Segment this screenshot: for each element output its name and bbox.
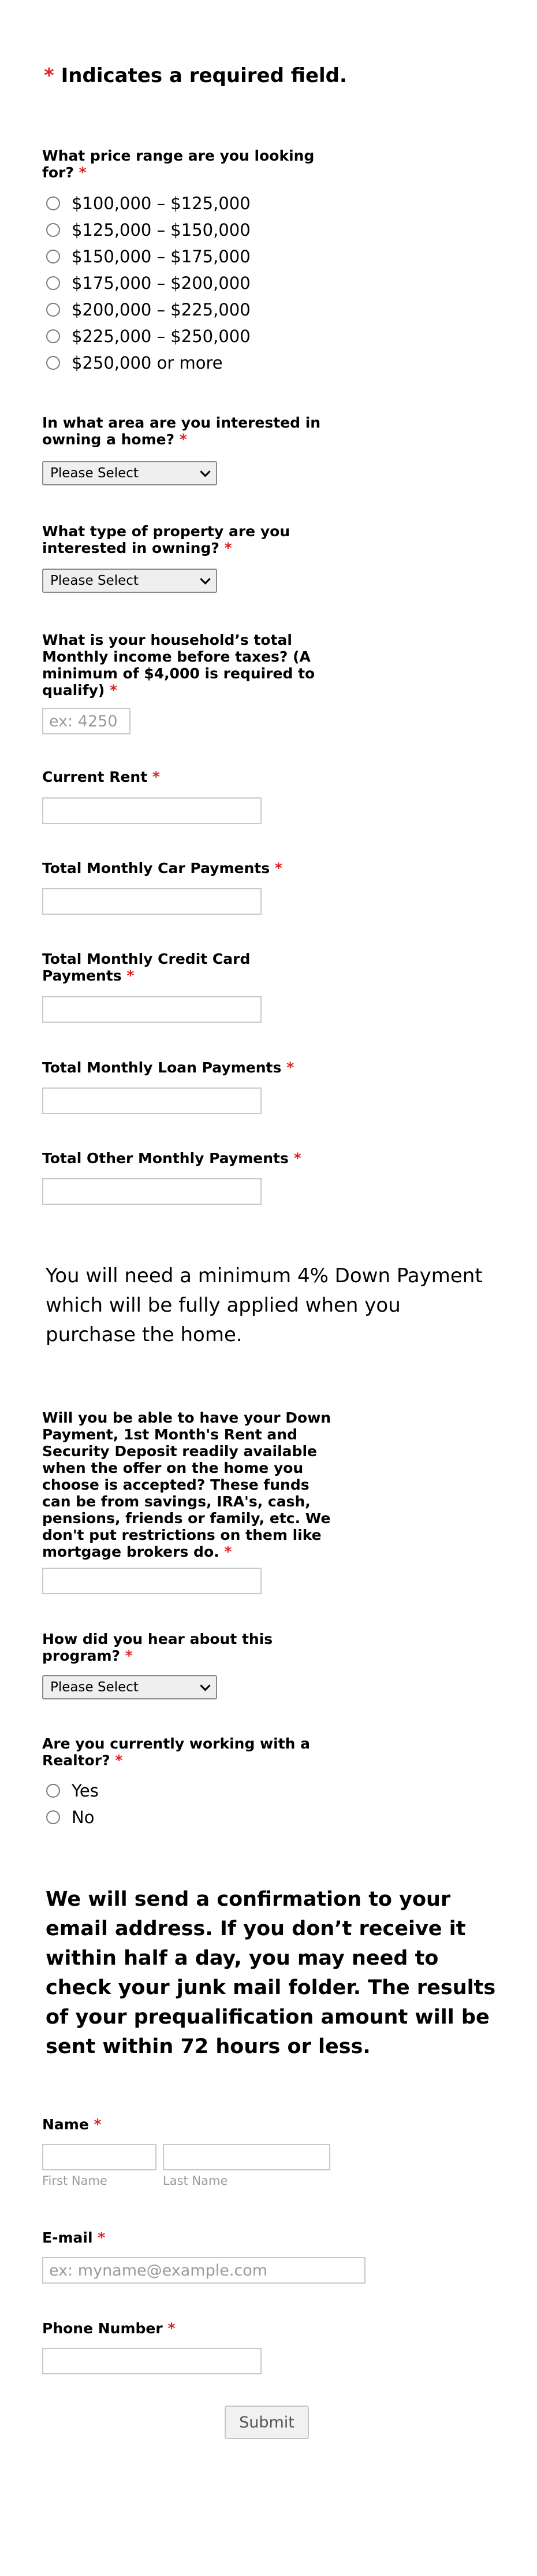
- realtor-option-label: No: [72, 1807, 95, 1827]
- required-star: *: [224, 1543, 232, 1560]
- price-range-label-text: What price range are you looking for?: [42, 147, 315, 181]
- income-label: [42, 632, 325, 699]
- credit-card-label: [42, 951, 302, 984]
- price-option-label: $100,000 – $125,000: [72, 194, 251, 213]
- email-label: [42, 2229, 105, 2246]
- required-star: *: [286, 1059, 294, 1076]
- submit-button[interactable]: Submit: [225, 2406, 309, 2439]
- area-label-text: In what area are you interested in owning a home?: [42, 414, 321, 448]
- price-option-label: $175,000 – $200,000: [72, 273, 251, 293]
- car-payments-label-text: Total Monthly Car Payments: [42, 860, 270, 877]
- price-option-7[interactable]: [46, 352, 223, 374]
- other-payments-input[interactable]: [42, 1178, 262, 1205]
- credit-card-label-text: Total Monthly Credit Card Payments: [42, 951, 251, 984]
- price-option-label: $150,000 – $175,000: [72, 247, 251, 266]
- required-star: *: [94, 2116, 102, 2133]
- email-placeholder: ex: myname@example.com: [49, 2261, 268, 2280]
- required-star: *: [293, 1150, 301, 1167]
- realtor-option-no[interactable]: [46, 1806, 94, 1828]
- price-option-label: $225,000 – $250,000: [72, 326, 251, 346]
- income-label-text: What is your household’s total Monthly income before taxes? (A minimum of $4,000 is required to qualify): [42, 632, 315, 699]
- area-select-value: Please Select: [50, 466, 139, 481]
- name-label: [42, 2116, 102, 2133]
- down-payment-input[interactable]: [42, 1568, 262, 1594]
- required-star: *: [274, 860, 282, 877]
- email-label-text: E-mail: [42, 2229, 93, 2246]
- required-star: *: [110, 682, 118, 699]
- property-type-select-value: Please Select: [50, 573, 139, 588]
- last-name-sublabel: Last Name: [163, 2174, 228, 2188]
- realtor-label: [42, 1735, 331, 1769]
- car-payments-input[interactable]: [42, 888, 262, 915]
- loan-payments-input[interactable]: [42, 1087, 262, 1114]
- required-star: *: [152, 769, 160, 785]
- first-name-sublabel: First Name: [42, 2174, 107, 2188]
- required-star: *: [115, 1752, 123, 1769]
- first-name-input[interactable]: [42, 2144, 156, 2170]
- required-star: *: [126, 967, 135, 984]
- hear-about-select-value: Please Select: [50, 1680, 139, 1695]
- email-input[interactable]: [42, 2257, 366, 2284]
- phone-label: [42, 2320, 176, 2337]
- phone-label-text: Phone Number: [42, 2320, 163, 2337]
- chevron-down-icon: [200, 574, 210, 584]
- chevron-down-icon: [200, 466, 210, 477]
- other-payments-label-text: Total Other Monthly Payments: [42, 1150, 289, 1167]
- price-option-5[interactable]: [46, 299, 251, 321]
- required-star: *: [98, 2229, 106, 2246]
- down-payment-question-text: Will you be able to have your Down Payment, 1st Month's Rent and Security Deposit readily available when the offer on the home you choose is accepted? These funds can be from savings, IRA's, cash, pensions, friends or family, etc. We don't put restrictions on them like mortgage brokers do.: [42, 1409, 331, 1560]
- radio-button[interactable]: [46, 276, 60, 290]
- down-payment-info: You will need a minimum 4% Down Payment which will be fully applied when you purchase the home.: [46, 1264, 483, 1346]
- current-rent-input[interactable]: [42, 797, 262, 824]
- income-input[interactable]: [42, 708, 130, 734]
- other-payments-label: [42, 1150, 389, 1167]
- required-star: *: [44, 64, 54, 87]
- price-option-2[interactable]: [46, 219, 251, 241]
- price-option-4[interactable]: [46, 272, 251, 294]
- radio-button[interactable]: [46, 223, 60, 237]
- radio-button[interactable]: [46, 303, 60, 317]
- area-select[interactable]: [42, 461, 217, 485]
- price-option-label: $200,000 – $225,000: [72, 300, 251, 320]
- loan-payments-label-text: Total Monthly Loan Payments: [42, 1059, 282, 1076]
- confirmation-info: We will send a confirmation to your email address. If you don’t receive it within half a day, you may need to check your junk mail folder. The results of your prequalification amount will be sent within 72 hours or less.: [46, 1888, 496, 2058]
- price-option-label: $250,000 or more: [72, 353, 223, 373]
- radio-button[interactable]: [46, 356, 60, 370]
- current-rent-label-text: Current Rent: [42, 769, 148, 785]
- required-star: *: [179, 431, 187, 448]
- last-name-input[interactable]: [163, 2144, 330, 2170]
- chevron-down-icon: [200, 1680, 210, 1691]
- required-star: *: [79, 164, 87, 181]
- required-notice-text: Indicates a required field.: [61, 64, 347, 87]
- property-type-label: [42, 523, 331, 556]
- required-star: *: [167, 2320, 176, 2337]
- hear-about-select[interactable]: [42, 1675, 217, 1699]
- property-type-select[interactable]: [42, 569, 217, 593]
- phone-input[interactable]: [42, 2348, 262, 2374]
- realtor-option-label: Yes: [72, 1781, 99, 1801]
- car-payments-label: [42, 860, 389, 877]
- hear-about-label: [42, 1631, 331, 1664]
- price-option-6[interactable]: [46, 325, 251, 347]
- price-range-label: [42, 147, 331, 181]
- property-type-label-text: What type of property are you interested in owning?: [42, 523, 290, 556]
- radio-button[interactable]: [46, 1784, 60, 1798]
- credit-card-input[interactable]: [42, 996, 262, 1023]
- name-label-text: Name: [42, 2116, 89, 2133]
- income-placeholder: ex: 4250: [49, 712, 118, 730]
- radio-button[interactable]: [46, 1810, 60, 1824]
- area-label: [42, 414, 331, 448]
- hear-about-label-text: How did you hear about this program?: [42, 1631, 273, 1664]
- realtor-label-text: Are you currently working with a Realtor?: [42, 1735, 311, 1769]
- price-option-label: $125,000 – $150,000: [72, 220, 251, 240]
- price-option-3[interactable]: [46, 246, 251, 268]
- required-star: *: [125, 1647, 133, 1664]
- current-rent-label: [42, 769, 389, 785]
- required-star: *: [224, 540, 232, 556]
- realtor-option-yes[interactable]: [46, 1780, 99, 1802]
- price-option-1[interactable]: [46, 192, 251, 214]
- loan-payments-label: [42, 1059, 389, 1076]
- required-notice: [44, 64, 347, 87]
- radio-button[interactable]: [46, 196, 60, 210]
- radio-button[interactable]: [46, 329, 60, 343]
- radio-button[interactable]: [46, 250, 60, 263]
- down-payment-question-label: [42, 1409, 342, 1560]
